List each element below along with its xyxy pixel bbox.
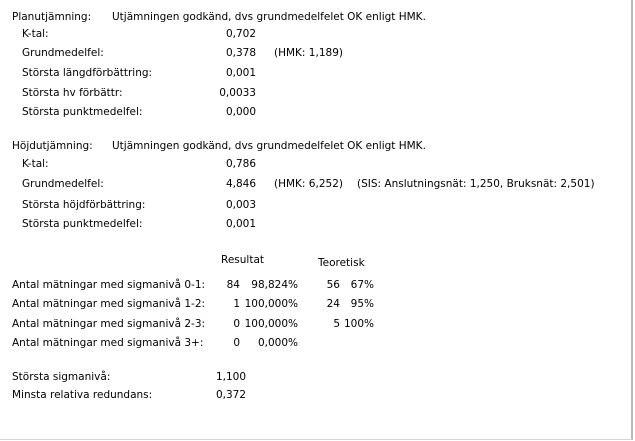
height-grundmedelfel-value: 4,846 [225, 178, 256, 190]
max-sigma-value: 1,100 [215, 371, 246, 383]
sigma-row-label: Antal mätningar med sigmanivå 2-3: [12, 318, 206, 330]
sigma-row-label: Antal mätningar med sigmanivå 0-1: [12, 279, 206, 291]
sigma-row-label: Antal mätningar med sigmanivå 3+: [12, 337, 204, 349]
plan-max-length-label: Största längdförbättring: [22, 67, 153, 79]
sigma-row-percent: 100,000% [244, 298, 298, 310]
height-status: Utjämningen godkänd, dvs grundmedelfelet OK enligt HMK. [112, 140, 426, 152]
plan-max-point-value: 0,000 [225, 106, 256, 118]
sigma-row-percent: 0,000% [257, 337, 298, 349]
max-sigma-label: Största sigmanivå: [12, 371, 111, 383]
plan-grundmedelfel-label: Grundmedelfel: [22, 47, 104, 59]
sigma-row-percent: 98,824% [251, 279, 298, 291]
sigma-row-count: 1 [233, 298, 240, 310]
height-k-label: K-tal: [22, 158, 49, 170]
plan-max-hv-value: 0,0033 [219, 87, 256, 99]
min-redundancy-value: 0,372 [215, 389, 246, 401]
plan-max-hv-label: Största hv förbättr: [22, 87, 123, 99]
sigma-row-theory-count: 5 [333, 318, 340, 330]
height-max-improvement-value: 0,003 [225, 199, 256, 211]
sigma-row-count: 84 [226, 279, 240, 291]
sigma-row-theory-percent: 100% [343, 318, 374, 330]
sigma-row-count: 0 [233, 318, 240, 330]
plan-k-value: 0,702 [225, 28, 256, 40]
height-max-point-value: 0,001 [225, 218, 256, 230]
height-k-value: 0,786 [225, 158, 256, 170]
height-grundmedelfel-label: Grundmedelfel: [22, 178, 104, 190]
height-sis-value: (SIS: Anslutningsnät: 1,250, Bruksnät: 2,501) [357, 178, 595, 190]
min-redundancy-label: Minsta relativa redundans: [12, 389, 153, 401]
sigma-row-count: 0 [233, 337, 240, 349]
plan-status: Utjämningen godkänd, dvs grundmedelfelet OK enligt HMK. [112, 11, 426, 23]
sigma-row-theory-count: 24 [326, 298, 340, 310]
sigma-row-theory-percent: 67% [350, 279, 374, 291]
sigma-row-label: Antal mätningar med sigmanivå 1-2: [12, 298, 206, 310]
plan-title: Planutjämning: [12, 11, 92, 23]
height-max-improvement-label: Största höjdförbättring: [22, 199, 146, 211]
plan-k-label: K-tal: [22, 28, 49, 40]
height-max-point-label: Största punktmedelfel: [22, 218, 143, 230]
plan-grundmedelfel-value: 0,378 [225, 47, 256, 59]
height-hmk-value: (HMK: 6,252) [274, 178, 343, 190]
sigma-row-theory-count: 56 [326, 279, 340, 291]
height-title: Höjdutjämning: [12, 140, 93, 152]
sigma-header-theory: Teoretisk [318, 257, 365, 269]
plan-max-length-value: 0,001 [225, 67, 256, 79]
sigma-row-percent: 100,000% [244, 318, 298, 330]
plan-max-point-label: Största punktmedelfel: [22, 106, 143, 118]
plan-hmk-value: (HMK: 1,189) [274, 47, 343, 59]
sigma-header-result: Resultat [221, 254, 264, 266]
sigma-row-theory-percent: 95% [350, 298, 374, 310]
